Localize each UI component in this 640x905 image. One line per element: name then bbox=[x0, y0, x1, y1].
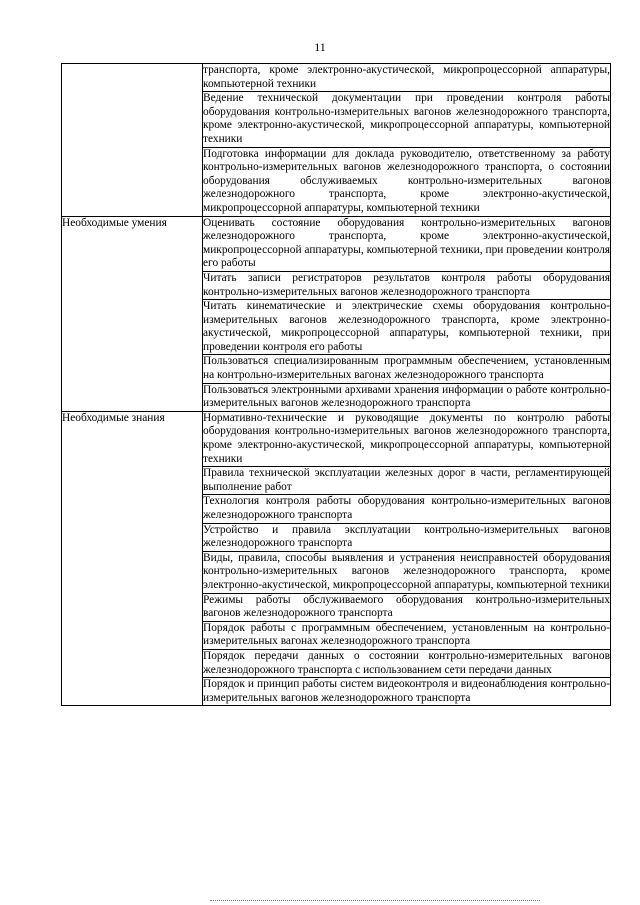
requirement-item: транспорта, кроме электронно-акустической, микропроцессорной аппаратуры, компьютерной техники bbox=[203, 64, 611, 92]
requirement-item: Технология контроля работы оборудования контрольно-измерительных вагонов железнодорожного транспорта bbox=[203, 495, 611, 523]
scan-edge-line bbox=[210, 900, 540, 903]
requirement-item: Читать кинематические и электрические схемы оборудования контрольно-измерительных вагонов железнодорожного транспорта, кроме электронно-акустической, микропроцессорной аппаратуры, компьютерной техники, при проведении контроля его работы bbox=[203, 300, 611, 355]
requirements-table bbox=[61, 63, 611, 706]
table-row bbox=[62, 411, 611, 466]
requirement-item: Порядок и принцип работы систем видеоконтроля и видеонаблюдения контрольно-измерительных вагонов железнодорожного транспорта bbox=[203, 678, 611, 706]
requirement-item: Пользоваться специализированным программным обеспечением, установленным на контрольно-измерительных вагонах железнодорожного транспорта bbox=[203, 355, 611, 383]
requirement-item: Виды, правила, способы выявления и устранения неисправностей оборудования контрольно-измерительных вагонов железнодорожного транспорта, кроме электронно-акустической, микропроцессорной аппаратуры, компьютерной техники bbox=[203, 551, 611, 593]
requirement-item: Подготовка информации для доклада руководителю, ответственному за работу контрольно-измерительных вагонов железнодорожного транспорта, о состоянии оборудования обслуживаемых контрольно-измерительных вагонов железнодорожного транспорта, кроме электронно-акустической, микропроцессорной аппаратуры, компьютерной техники bbox=[203, 147, 611, 216]
section-label-continued bbox=[62, 64, 203, 217]
requirement-item: Ведение технической документации при проведении контроля работы оборудования контрольно-измерительных вагонов железнодорожного транспорта, кроме электронно-акустической, микропроцессорной аппаратуры, компьютерной техники bbox=[203, 92, 611, 147]
requirement-item: Нормативно-технические и руководящие документы по контролю работы оборудования контрольно-измерительных вагонов железнодорожного транспорта, кроме электронно-акустической, микропроцессорной аппаратуры, компьютерной техники bbox=[203, 411, 611, 466]
requirement-item: Читать записи регистраторов результатов контроля работы оборудования контрольно-измерительных вагонов железнодорожного транспорта bbox=[203, 271, 611, 299]
requirement-item: Порядок передачи данных о состоянии контрольно-измерительных вагонов железнодорожного транспорта с использованием сети передачи данных bbox=[203, 649, 611, 677]
requirements-table-body bbox=[62, 64, 611, 706]
requirement-item: Правила технической эксплуатации железных дорог в части, регламентирующей выполнение работ bbox=[203, 467, 611, 495]
requirement-item: Режимы работы обслуживаемого оборудования контрольно-измерительных вагонов железнодорожного транспорта bbox=[203, 593, 611, 621]
section-label: Необходимые знания bbox=[62, 411, 203, 705]
requirement-item: Порядок работы с программным обеспечением, установленным на контрольно-измерительных вагонах железнодорожного транспорта bbox=[203, 621, 611, 649]
table-row bbox=[62, 216, 611, 271]
requirement-item: Оценивать состояние оборудования контрольно-измерительных вагонов железнодорожного транспорта, кроме электронно-акустической, микропроцессорной аппаратуры, компьютерной техники, при проведении контроля его работы bbox=[203, 216, 611, 271]
page-number: 11 bbox=[314, 40, 326, 54]
section-label: Необходимые умения bbox=[62, 216, 203, 411]
requirement-item: Устройство и правила эксплуатации контрольно-измерительных вагонов железнодорожного транспорта bbox=[203, 523, 611, 551]
table-row bbox=[62, 64, 611, 92]
requirement-item: Пользоваться электронными архивами хранения информации о работе контрольно-измерительных вагонов железнодорожного транспорта bbox=[203, 383, 611, 411]
